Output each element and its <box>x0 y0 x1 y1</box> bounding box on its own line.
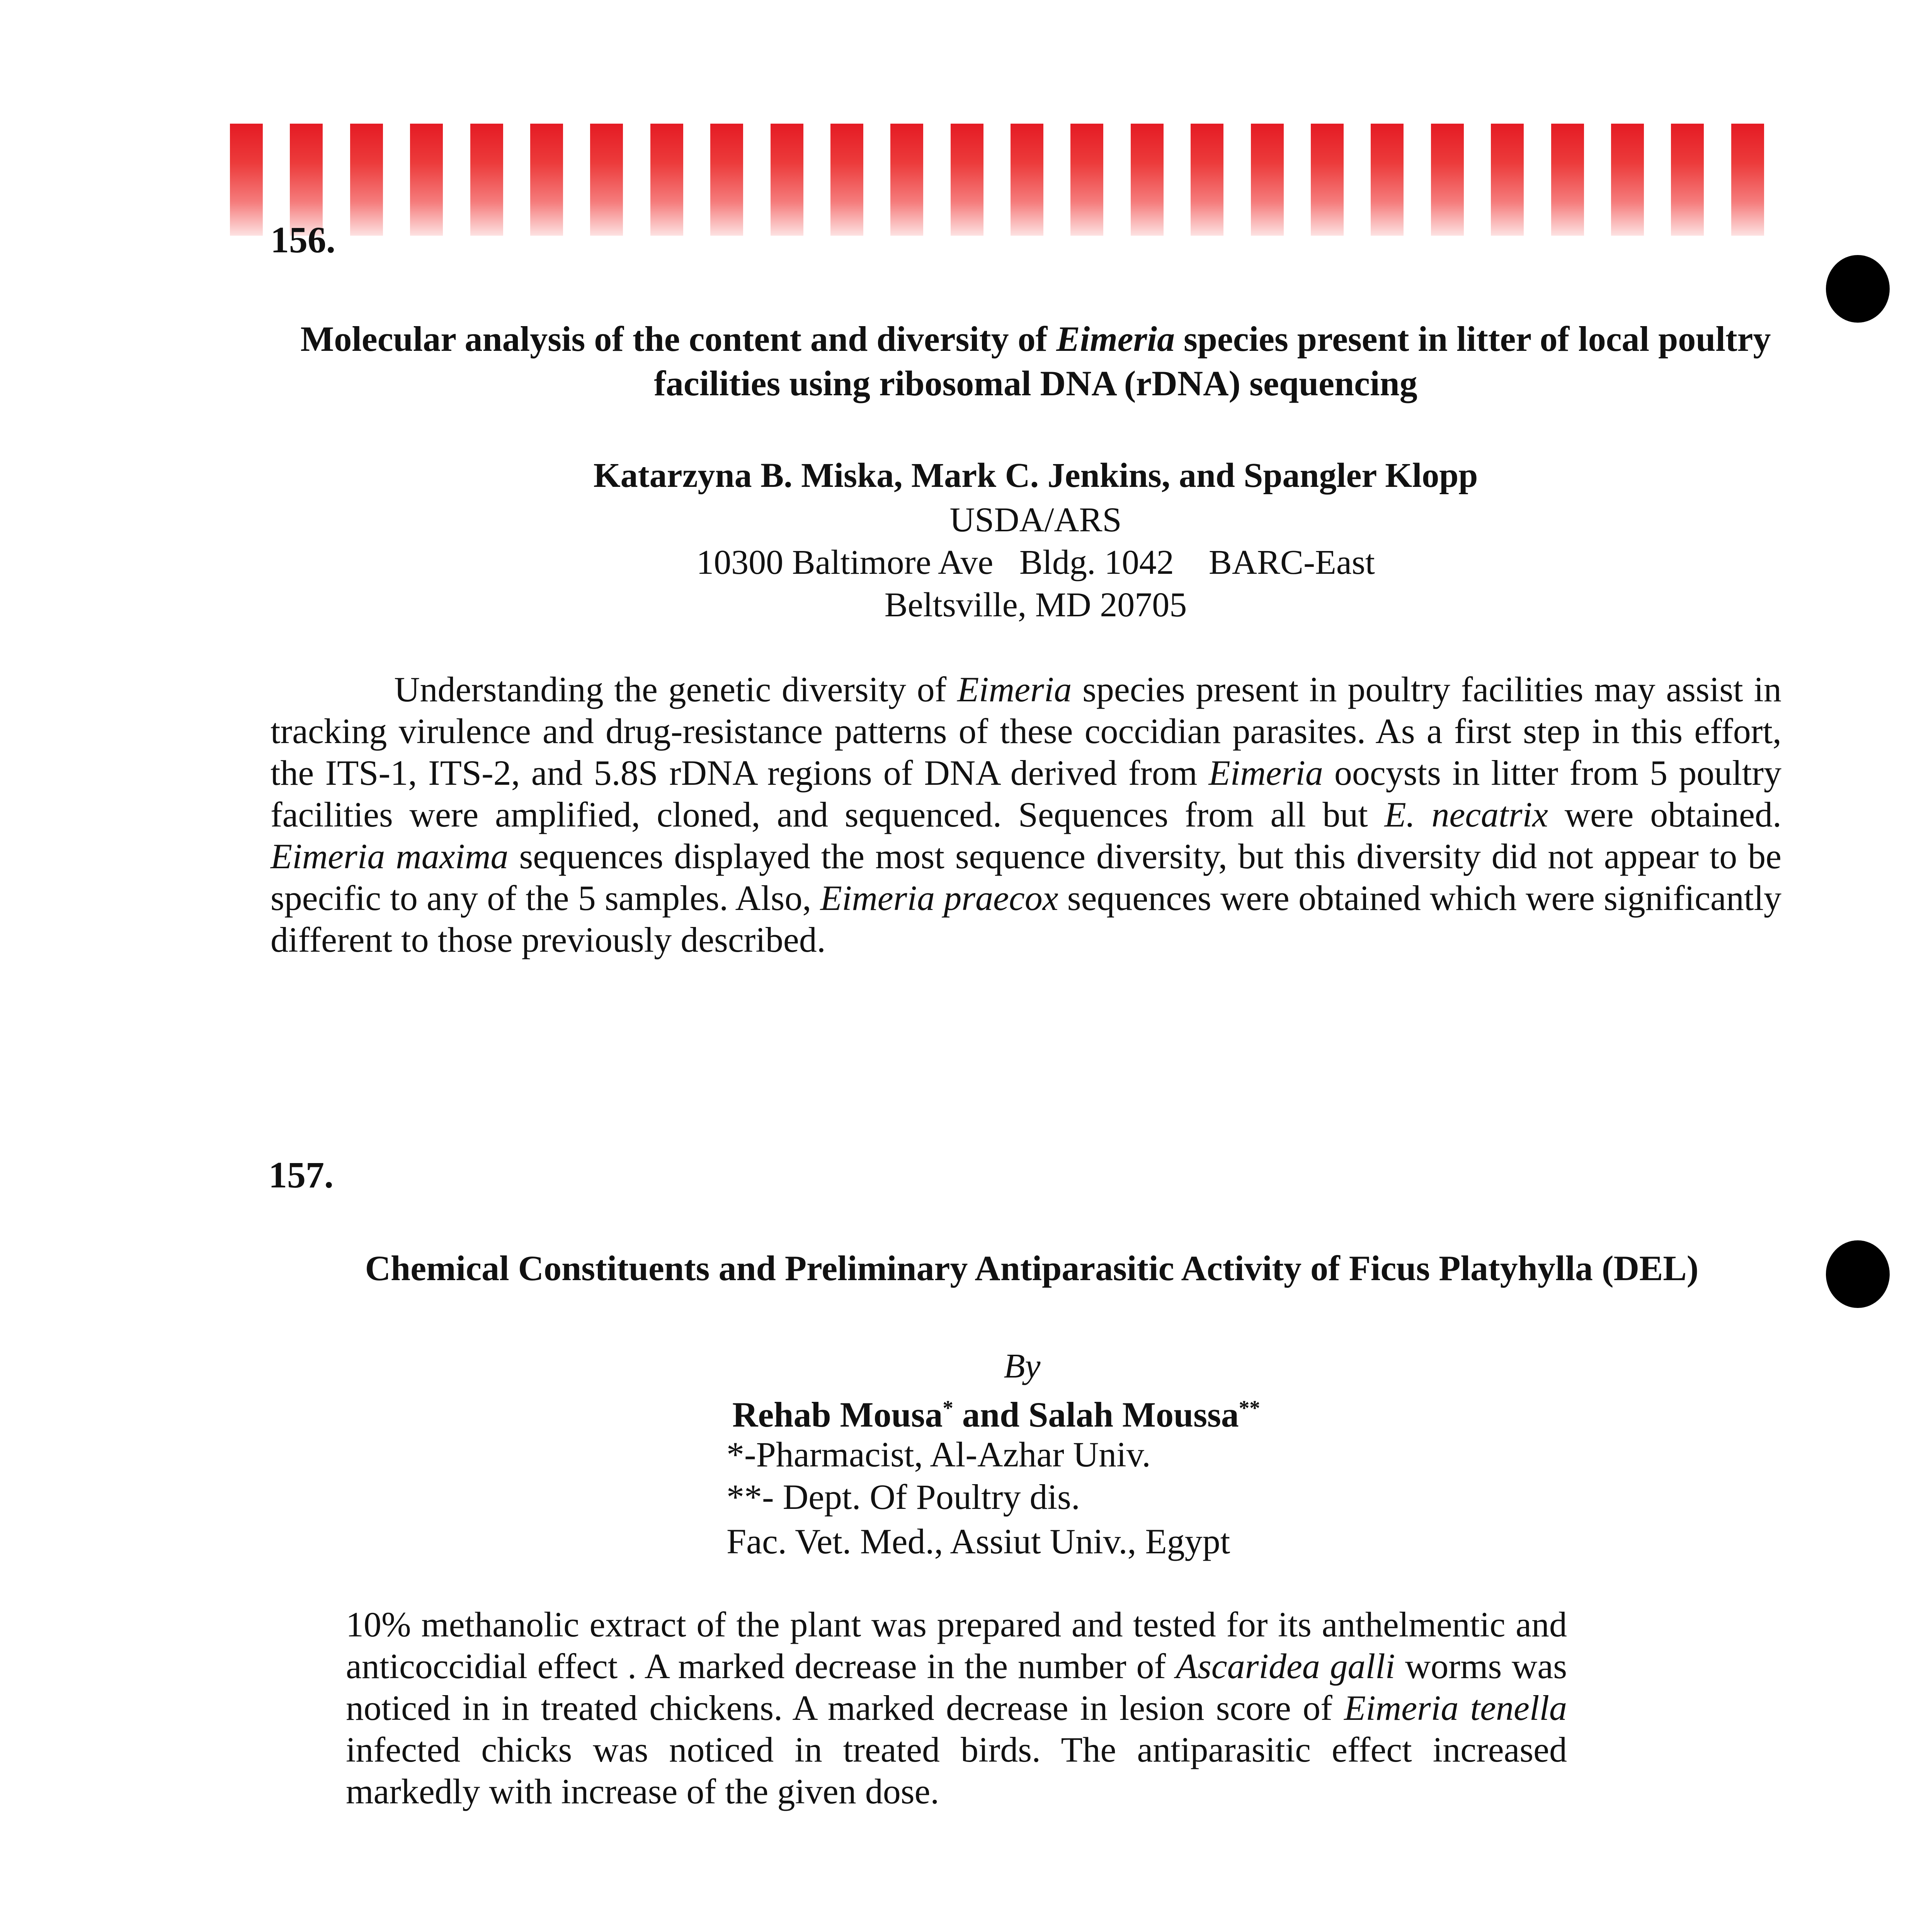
body-seg: 10% methanolic extract of the plant was prepared and tested for its anthelmentic and anticoccidial effect . A marked decrease in the number of <box>346 1605 1567 1686</box>
header-stripe <box>1731 124 1764 236</box>
abstract-156-affiliation: USDA/ARS <box>949 501 1122 539</box>
header-stripe <box>1311 124 1344 236</box>
abstract-156-authors: Katarzyna B. Miska, Mark C. Jenkins, and Spangler Klopp <box>593 456 1478 495</box>
header-stripe <box>350 124 383 236</box>
abstract-156-city: Beltsville, MD 20705 <box>884 586 1187 624</box>
header-stripe <box>410 124 443 236</box>
header-stripe <box>1251 124 1284 236</box>
abstract-157-title: Chemical Constituents and Preliminary Antiparasitic Activity of Ficus Platyhylla (DEL) <box>365 1248 1699 1288</box>
header-stripe <box>1131 124 1164 236</box>
abstract-156-title <box>286 317 1785 406</box>
abstract-157-number: 157. <box>269 1154 333 1196</box>
header-stripe <box>951 124 983 236</box>
header-stripe <box>1431 124 1464 236</box>
body-seg: sequences displayed the most sequence diversity, but this diversity did not appear to be specific to any of the 5 samples. Also, <box>271 837 1781 918</box>
header-stripe <box>830 124 863 236</box>
body-seg: were obtained. <box>1548 795 1781 834</box>
body-italic: Eimeria <box>957 670 1072 709</box>
abstract-156-body <box>271 668 1781 961</box>
header-stripe <box>1611 124 1644 236</box>
title-genus: Eimeria <box>1056 319 1175 359</box>
header-stripe <box>230 124 263 236</box>
header-stripe <box>530 124 563 236</box>
header-stripe <box>1551 124 1584 236</box>
abstract-157-body <box>346 1604 1567 1812</box>
abstract-156-number: 156. <box>271 219 335 260</box>
header-stripe <box>890 124 923 236</box>
header-stripe-band <box>230 124 1764 240</box>
body-italic: E. necatrix <box>1384 795 1548 834</box>
abstract-156-address: 10300 Baltimore Ave Bldg. 1042 BARC-East <box>696 543 1375 582</box>
header-stripe <box>1671 124 1704 236</box>
body-seg: species present in poultry facilities may assist in tracking virulence and drug-resistance patterns of these coccidian parasites. As a first step in this effort, the ITS-1, ITS-2, and 5.8S rDNA regions of DNA derived from <box>271 670 1781 793</box>
body-italic: Ascaridea galli <box>1176 1646 1395 1686</box>
header-stripe <box>710 124 743 236</box>
author-2-mark: ** <box>1239 1396 1260 1420</box>
header-stripe <box>1011 124 1043 236</box>
body-italic: Eimeria tenella <box>1344 1688 1567 1728</box>
body-seg: Understanding the genetic diversity of <box>394 670 957 709</box>
abstract-157-aff-3: Fac. Vet. Med., Assiut Univ., Egypt <box>727 1522 1230 1561</box>
header-stripe <box>771 124 803 236</box>
author-1-mark: * <box>943 1396 953 1420</box>
author-2: Salah Moussa <box>1028 1395 1239 1434</box>
body-italic: Eimeria maxima <box>271 837 509 876</box>
header-stripe <box>1070 124 1103 236</box>
title-text-a: Molecular analysis of the content and diversity of <box>300 319 1057 359</box>
header-stripe <box>1491 124 1524 236</box>
body-italic: Eimeria praecox <box>820 878 1058 918</box>
body-seg: worms was noticed in in treated chickens. A marked decrease in lesion score of <box>346 1646 1567 1728</box>
abstract-157-by: By <box>1004 1347 1041 1385</box>
header-stripe <box>1371 124 1404 236</box>
title-text-b: species present in litter of local poultry facilities using ribosomal DNA (rDNA) sequencing <box>654 319 1771 403</box>
binder-hole-top <box>1826 255 1890 323</box>
body-seg: oocysts in litter from 5 poultry facilities were amplified, cloned, and sequenced. Sequences from all but <box>271 753 1781 834</box>
abstract-157-aff-2: **- Dept. Of Poultry dis. <box>727 1477 1080 1517</box>
author-1: Rehab Mousa <box>732 1395 943 1434</box>
header-stripe <box>590 124 623 236</box>
header-stripe <box>470 124 503 236</box>
body-seg: infected chicks was noticed in treated birds. The antiparasitic effect increased markedly with increase of the given dose. <box>346 1730 1567 1811</box>
header-stripe <box>1191 124 1223 236</box>
header-stripe <box>650 124 683 236</box>
author-conj: and <box>953 1395 1029 1434</box>
body-italic: Eimeria <box>1208 753 1323 793</box>
binder-hole-middle <box>1826 1240 1890 1308</box>
body-seg: sequences were obtained which were significantly different to those previously described. <box>271 878 1781 959</box>
abstract-157-authors <box>732 1387 1260 1435</box>
abstract-157-aff-1: *-Pharmacist, Al-Azhar Univ. <box>727 1435 1151 1474</box>
